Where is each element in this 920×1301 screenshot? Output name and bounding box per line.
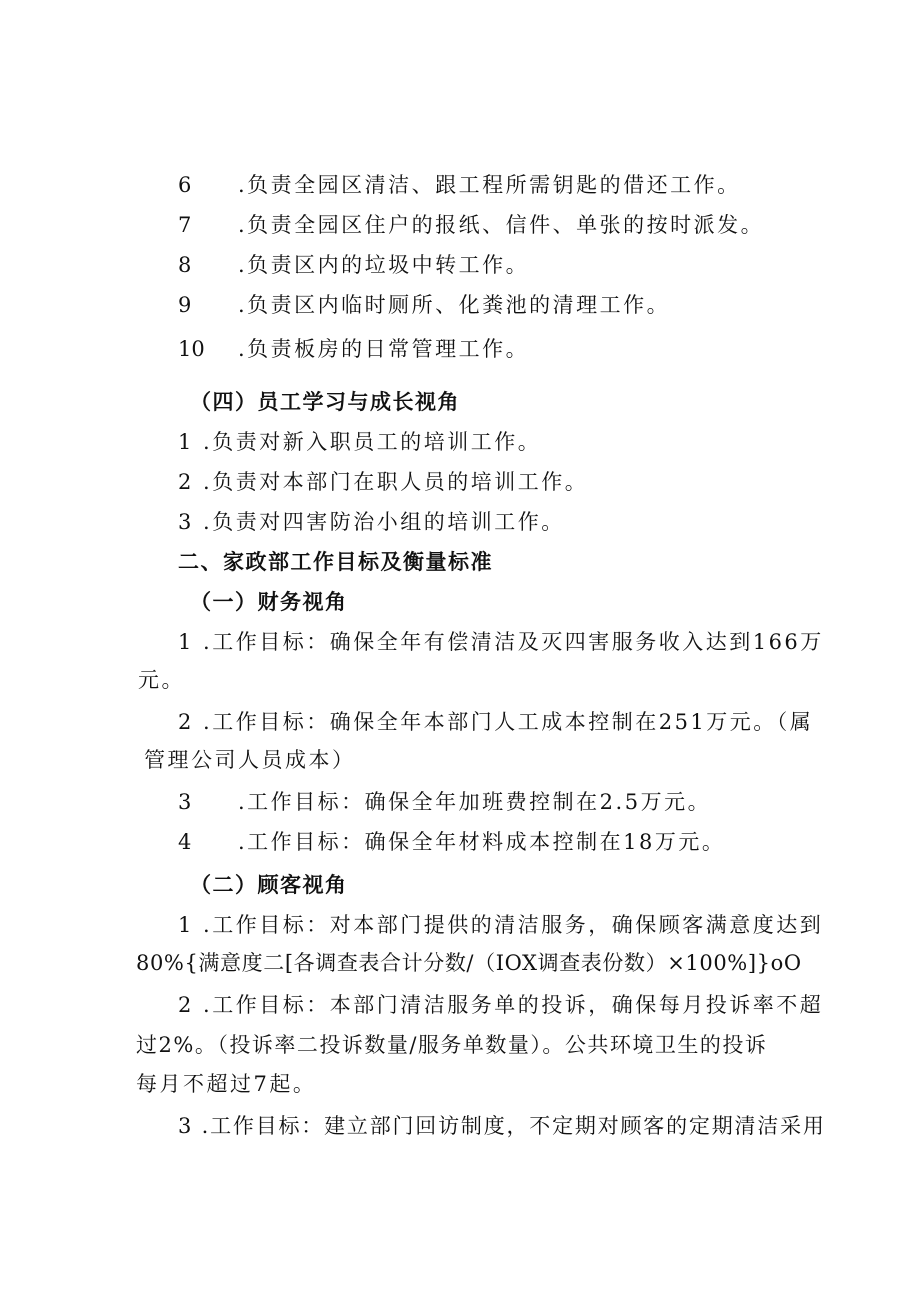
paragraph-line: 元。 xyxy=(138,668,185,692)
section-heading: （一）财务视角 xyxy=(190,589,348,614)
list-item-number: 9 xyxy=(178,293,192,317)
list-item-text: .工作目标：确保全年材料成本控制在18万元。 xyxy=(238,830,726,854)
list-item-text: 3 .负责对四害防治小组的培训工作。 xyxy=(178,510,565,534)
part-heading: 二、家政部工作目标及衡量标准 xyxy=(178,549,493,574)
section-heading: （二）顾客视角 xyxy=(190,872,348,897)
list-item-text: .工作目标：确保全年加班费控制在2.5万元。 xyxy=(238,790,712,814)
paragraph-line: 3 .工作目标：建立部门回访制度，不定期对顾客的定期清洁采用 xyxy=(178,1114,826,1138)
list-item-number: 6 xyxy=(178,173,192,197)
list-item-number: 10 xyxy=(178,337,205,361)
paragraph-line: 过2%。（投诉率二投诉数量/服务单数量）。公共环境卫生的投诉 xyxy=(136,1033,768,1057)
list-item-number: 3 xyxy=(178,790,192,814)
paragraph-line: 每月不超过7起。 xyxy=(136,1072,317,1096)
list-item-text: .负责全园区住户的报纸、信件、单张的按时派发。 xyxy=(238,213,765,237)
list-item-text: .负责板房的日常管理工作。 xyxy=(238,337,530,361)
paragraph-line: 1 .工作目标：确保全年有偿清洁及灭四害服务收入达到166万 xyxy=(178,630,824,654)
list-item-text: .负责全园区清洁、跟工程所需钥匙的借还工作。 xyxy=(238,173,741,197)
paragraph-line: 1 .工作目标：对本部门提供的清洁服务，确保顾客满意度达到 xyxy=(178,913,824,937)
paragraph-line: 2 .工作目标：确保全年本部门人工成本控制在251万元。（属 xyxy=(178,710,814,734)
list-item-text: 1 .负责对新入职员工的培训工作。 xyxy=(178,430,542,454)
list-item-text: .负责区内的垃圾中转工作。 xyxy=(238,253,530,277)
list-item-number: 7 xyxy=(178,213,192,237)
list-item-text: 2 .负责对本部门在职人员的培训工作。 xyxy=(178,470,589,494)
list-item-number: 8 xyxy=(178,253,192,277)
paragraph-line: 管理公司人员成本） xyxy=(144,748,356,772)
list-item-number: 4 xyxy=(178,830,192,854)
paragraph-line: 80%{满意度二[各调查表合计分数/（IOX调查表份数）×100%]}oO xyxy=(136,951,802,975)
section-heading: （四）员工学习与成长视角 xyxy=(190,389,460,414)
paragraph-line: 2 .工作目标：本部门清洁服务单的投诉，确保每月投诉率不超 xyxy=(178,993,824,1017)
list-item-text: .负责区内临时厕所、化粪池的清理工作。 xyxy=(238,293,671,317)
